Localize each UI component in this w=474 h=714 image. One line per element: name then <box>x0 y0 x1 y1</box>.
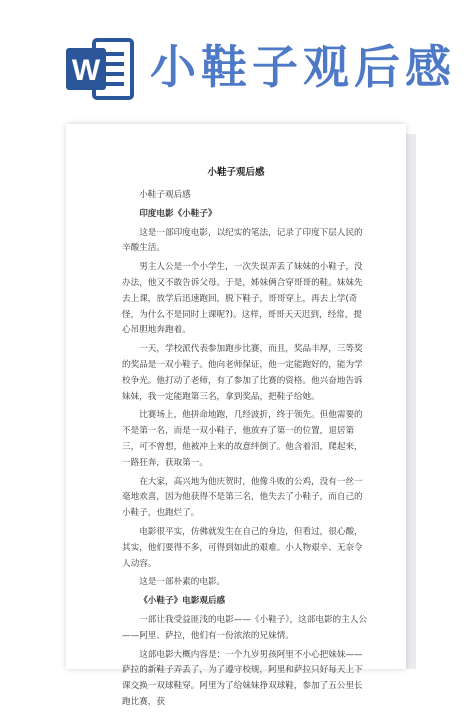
word-logo-letter: W <box>71 54 101 87</box>
section-heading: 《小鞋子》电影观后感 <box>139 596 226 607</box>
paragraph: 这部电影大概内容是：一个九岁男孩阿里不小心把妹妹——萨拉的新鞋子弄丢了，为了遵守校规，阿里和萨拉只好每天上下课交换一双球鞋穿。阿里为了给妹妹挣双球鞋，参加了五公里长跑比赛，获 <box>122 649 363 707</box>
paragraph: 一天，学校派代表参加跑步比赛，而且，奖品丰厚，三等奖的奖品是一双小鞋子。他向老师保证，他一定能跑好的，能为学校争光。他打动了老师，有了参加了比赛的资格。他兴奋地告诉妹妹，我一定能跑第三名，拿到奖品，把鞋子给她。 <box>122 344 363 402</box>
section-heading: 印度电影《小鞋子》 <box>139 208 217 219</box>
paragraph: 这是一部印度电影，以纪实的笔法，记录了印度下层人民的辛酸生活。 <box>122 227 363 254</box>
paragraph: 小鞋子观后感 <box>139 190 191 200</box>
document-body <box>122 188 370 714</box>
paragraph: 男主人公是一个小学生，一次失误弄丢了妹妹的小鞋子，没办法，他又不敢告诉父母。于是，姊妹俩合穿哥哥的鞋。妹妹先去上课，放学后迅速跑回，脱下鞋子，哥哥穿上，再去上学(奇怪，为什么不是同时上课呢?)。这样，哥哥天天迟到，经常，提心吊胆地奔跑着。 <box>122 262 363 336</box>
document-title: 小鞋子观后感 <box>207 167 265 178</box>
paragraph: 一部让我受益匪浅的电影——《小鞋子》，这部电影的主人公——阿里、萨拉，他们有一份浓浓的兄妹情。 <box>122 614 367 641</box>
document-page <box>66 124 406 707</box>
paragraph: 比赛场上，他拼命地跑，几经波折，终于领先。但他需要的不是第一名，而是一双小鞋子，他放弃了第一的位置，退居第三，可不曾想，他被冲上来的故意绊倒了。他含着泪，爬起来，一路狂奔，获取第一。 <box>122 410 363 468</box>
paragraph: 这是一部朴素的电影。 <box>139 577 226 588</box>
word-logo-icon <box>64 38 134 100</box>
banner <box>0 0 474 120</box>
paragraph: 电影很平实，仿佛就发生在自己的身边，但看过，很心酸，其实，他们要得不多，可得到如此的艰难。小人物艰辛、无奈令人动容。 <box>122 526 363 569</box>
banner-title: 小鞋子观后感 <box>150 40 456 94</box>
paragraph: 在大家，高兴地为他庆贺时，他像斗败的公鸡，没有一丝一毫地欢喜，因为他获得不是第三名，他失去了小鞋子，而自己的小鞋子，也跑烂了。 <box>122 476 363 519</box>
